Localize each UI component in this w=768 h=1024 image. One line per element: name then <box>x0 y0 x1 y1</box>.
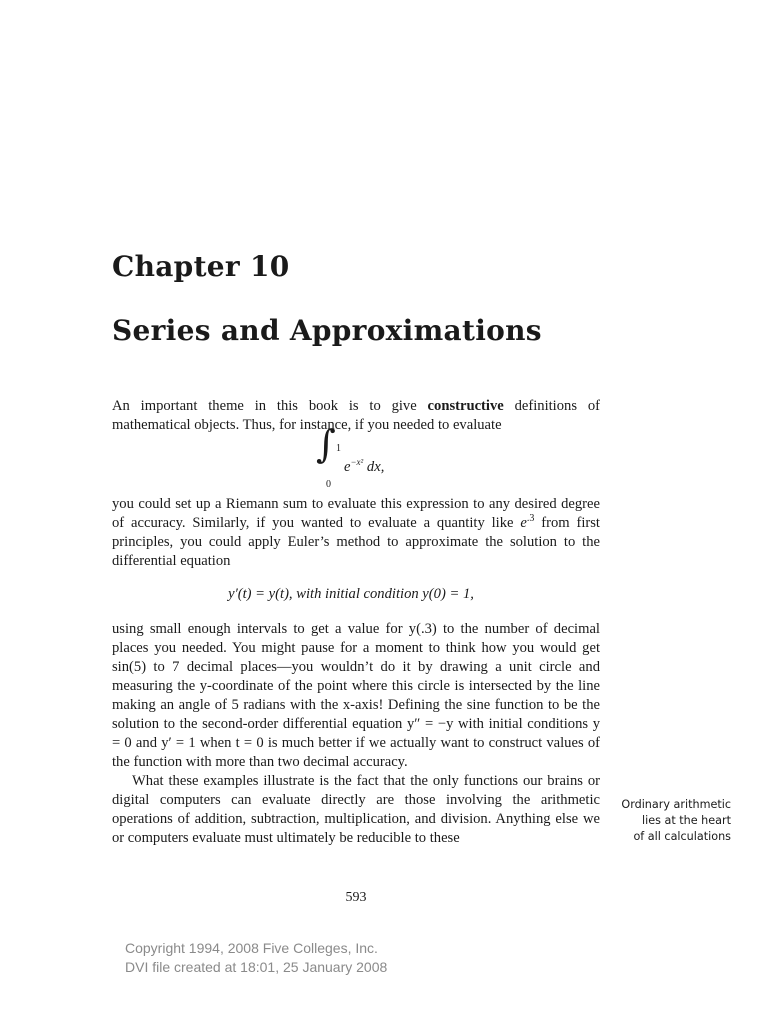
integral-equation <box>112 422 600 495</box>
integral-lower-limit: 0 <box>326 479 331 490</box>
paragraph-2-b: from first principles, you could apply Euler’s method to approximate the solution to the differential equation <box>112 515 600 569</box>
margin-note-line-1: Ordinary arithmetic <box>621 798 731 811</box>
integrand-differential: dx, <box>363 458 385 475</box>
body-text <box>112 397 600 848</box>
integral-upper-limit: 1 <box>336 443 341 454</box>
paragraph-3: using small enough intervals to get a value for y(.3) to the number of decimal places you needed. You might pause for a moment to think how you would get sin(5) to 7 decimal places—you wouldn’t do it by drawing a unit circle and measuring the y-coordinate of the point where this circle is intersected by the line making an angle of 5 radians with the x-axis! Defining the sine function to be the solution to the second-order differential equation y″ = −y with initial conditions y = 0 and y′ = 1 when t = 0 is much better if we actually want to construct values of the function with more than two decimal accuracy. <box>112 621 600 770</box>
margin-note-line-2: lies at the heart <box>641 814 731 827</box>
margin-note-line-3: of all calculations <box>633 830 731 843</box>
margin-note <box>616 797 731 845</box>
differential-equation: y′(t) = y(t), with initial condition y(0) = 1, <box>228 586 474 602</box>
page-number: 593 <box>345 890 367 905</box>
paragraph-2 <box>112 495 600 571</box>
paragraph-1 <box>112 397 600 435</box>
paragraph-1-end: definitions of mathematical objects. Thus, for instance, if you needed to evaluate <box>112 398 600 433</box>
footer-dvi-info: DVI file created at 18:01, 25 January 2008 <box>125 959 388 975</box>
integral-sign: ∫ <box>316 422 336 466</box>
integrand-exponent: −x² <box>350 457 364 467</box>
copyright-footer <box>125 939 387 977</box>
paragraph-4: What these examples illustrate is the fact that the only functions our brains or digital computers can evaluate directly are those involving the arithmetic operations of addition, subtraction, multiplication, and division. Anything else we or computers evaluate must ultimately be reducible to these <box>112 773 600 846</box>
euler-e: e <box>520 515 527 531</box>
chapter-number: Chapter 10 <box>112 250 290 283</box>
integrand <box>344 453 384 477</box>
emphasis-constructive: constructive <box>427 398 504 414</box>
paragraph-2-a: you could set up a Riemann sum to evaluate this expression to any desired degree of accuracy. Similarly, if you wanted to evaluate a quantity like <box>112 496 600 531</box>
paragraph-1-start: An important theme in this book is to give <box>112 398 428 414</box>
euler-exponent: .3 <box>526 513 535 525</box>
footer-copyright: Copyright 1994, 2008 Five Colleges, Inc. <box>125 940 378 956</box>
chapter-title: Series and Approximations <box>112 314 542 347</box>
integrand-base: e <box>344 458 351 475</box>
